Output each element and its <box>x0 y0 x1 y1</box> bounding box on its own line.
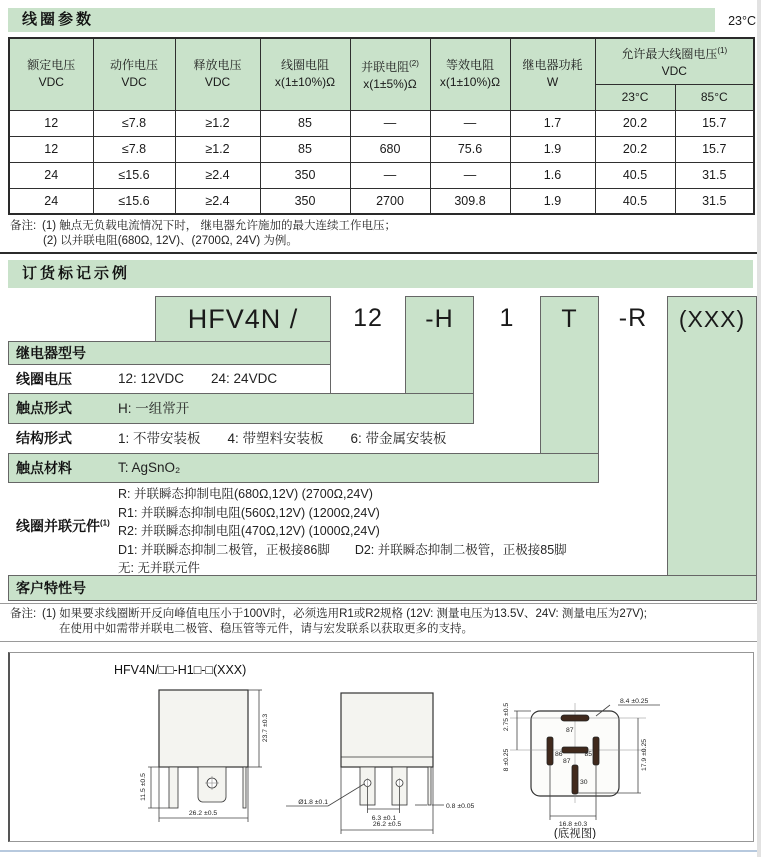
table-row: 24 ≤15.6 ≥2.4 350 2700 309.8 1.9 40.5 31.5 <box>9 188 754 214</box>
pin-label-87-center: 87 <box>563 758 571 765</box>
table-row: 24 ≤15.6 ≥2.4 350 — — 1.6 40.5 31.5 <box>9 162 754 188</box>
coil-section-header: 线圈参数 <box>8 8 715 32</box>
label-model: 继电器型号 <box>16 345 86 361</box>
table-row: 12 ≤7.8 ≥1.2 85 680 75.6 1.9 20.2 15.7 <box>9 136 754 162</box>
col-header-parallel: 并联电阻$^{(2)}$ x(1±5%)Ω <box>350 38 430 110</box>
front-pin-height-dim: 11.5 ±0.5 <box>140 773 147 801</box>
label-contact: 触点形式 <box>16 400 72 416</box>
side-pitch-dim: 6.3 ±0.1 <box>371 815 397 822</box>
label-material: 触点材料 <box>16 460 72 476</box>
col-header-power: 继电器功耗 W <box>510 38 595 110</box>
col-header-max-voltage: 允许最大线圈电压$^{(1)}$ VDC <box>595 38 754 84</box>
code-model-box <box>155 296 331 342</box>
code-special: (XXX) <box>678 306 746 332</box>
outline-drawing <box>10 653 752 839</box>
col-header-rated: 额定电压 VDC <box>9 38 93 110</box>
notes-divider-top <box>0 603 757 604</box>
parallel-option: R: 并联瞬态抑制电阻(680Ω,12V) (2700Ω,24V) <box>118 487 373 501</box>
material-band <box>8 453 599 483</box>
contact-band <box>8 393 474 424</box>
code-contact: -H <box>425 305 454 333</box>
coil-note-1: (1) 触点无负载电流情况下时， 继电器允许施加的最大连续工作电压； <box>42 220 396 232</box>
code-model: HFV4N / <box>187 304 299 334</box>
col-header-equivalent: 等效电阻 x(1±10%)Ω <box>430 38 510 110</box>
desc-structure: 1: 不带安装板 4: 带塑料安装板 6: 带金属安装板 <box>118 431 447 446</box>
label-parallel: 线圈并联元件$^{(1)}$ <box>16 518 110 534</box>
label-structure: 结构形式 <box>16 430 72 446</box>
pin-label-30: 30 <box>580 779 588 786</box>
coil-notes: 备注: (1) 触点无负载电流情况下时， 继电器允许施加的最大连续工作电压； (2) 以并联电阻(680Ω, 12V)、(2700Ω, 24V) 为例。 <box>10 220 396 247</box>
bottom-left-offset-dim: 8 ±0.25 <box>503 748 510 772</box>
label-coil: 线圈电压 <box>16 371 72 387</box>
page-edge-line <box>0 850 761 852</box>
ambient-temp-label: 23°C <box>728 14 756 28</box>
code-contact-column <box>405 296 474 394</box>
pin-label-86: 86 <box>555 751 563 758</box>
drawing-title: HFV4N/□□-H1□-□(XXX) <box>114 663 247 677</box>
parallel-option: D1: 并联瞬态抑制二极管，正极接86脚 D2: 并联瞬态抑制二极管，正极接85脚 <box>118 542 567 557</box>
ordering-section-header: 订货标记示例 <box>8 260 753 288</box>
code-material-column <box>540 296 599 454</box>
code-parallel: -R <box>618 304 648 332</box>
code-special-column <box>667 296 757 576</box>
ordering-code-diagram <box>0 296 761 601</box>
col-header-pickup: 动作电压 VDC <box>93 38 175 110</box>
coil-parameters-table <box>8 37 755 215</box>
desc-contact: H: 一组常开 <box>118 401 190 416</box>
coil-note-2: (2) 以并联电阻(680Ω, 12V)、(2700Ω, 24V) 为例。 <box>43 235 298 247</box>
col-header-max-85c: 85°C <box>675 84 754 110</box>
pin-label-87-top: 87 <box>566 727 574 734</box>
front-height-dim: 23.7 ±0.3 <box>262 713 269 743</box>
col-header-max-23c: 23°C <box>595 84 675 110</box>
label-special: 客户特性号 <box>16 580 86 596</box>
side-hole-dim: Ø1.8 ±0.1 <box>298 799 328 806</box>
section-divider <box>0 252 757 254</box>
code-structure: 1 <box>499 304 515 332</box>
code-material: T <box>561 305 578 333</box>
table-row: 12 ≤7.8 ≥1.2 85 — — 1.7 20.2 15.7 <box>9 110 754 136</box>
desc-material: T: AgSnO₂ <box>118 460 181 475</box>
bottom-top-right-dim: 8.4 ±0.25 <box>620 698 649 705</box>
side-thickness-dim: 0.8 ±0.05 <box>446 803 475 810</box>
ordering-note-2: 在使用中如需带并联电二极管、稳压管等元件，请与宏发联系以获取更多的支持。 <box>59 623 473 635</box>
parallel-option: R2: 并联瞬态抑制电阻(470Ω,12V) (1000Ω,24V) <box>118 524 380 538</box>
special-band <box>8 575 757 601</box>
ordering-notes: 备注: (1) 如果要求线圈断开反向峰值电压小于100V时，必须选用R1或R2规格 (12V: 测量电压为13.5V、24V: 测量电压为27V); 在使用中如需带并联电二极管、稳压管等元件，请与宏发联系以获取更多的支持。 <box>10 608 647 635</box>
col-header-resistance: 线圈电阻 x(1±10%)Ω <box>260 38 350 110</box>
notes-divider-bottom <box>0 641 757 642</box>
desc-coil: 12: 12VDC 24: 24VDC <box>118 371 278 386</box>
desc-parallel <box>118 485 567 578</box>
pin-label-85: 85 <box>584 751 592 758</box>
bottom-width-dim: 16.8 ±0.3 <box>558 821 588 828</box>
bottom-right-height-dim: 17.9 ±0.25 <box>641 738 648 772</box>
bottom-view-caption: (底视图) <box>553 828 597 839</box>
outline-drawing-panel <box>8 652 754 842</box>
ordering-note-1: (1) 如果要求线圈断开反向峰值电压小于100V时，必须选用R1或R2规格 (12V: 测量电压为13.5V、24V: 测量电压为27V); <box>42 608 647 620</box>
code-coil: 12 <box>353 304 383 332</box>
parallel-option: R1: 并联瞬态抑制电阻(560Ω,12V) (1200Ω,24V) <box>118 505 380 520</box>
parallel-option: 无: 无并联元件 <box>118 561 200 575</box>
front-width-dim: 26.2 ±0.5 <box>188 810 218 817</box>
col-header-dropout: 释放电压 VDC <box>175 38 260 110</box>
side-width-dim: 26.2 ±0.5 <box>372 821 402 828</box>
page-edge-right <box>757 0 761 857</box>
bottom-top-offset-dim: 2.75 ±0.5 <box>503 702 510 732</box>
